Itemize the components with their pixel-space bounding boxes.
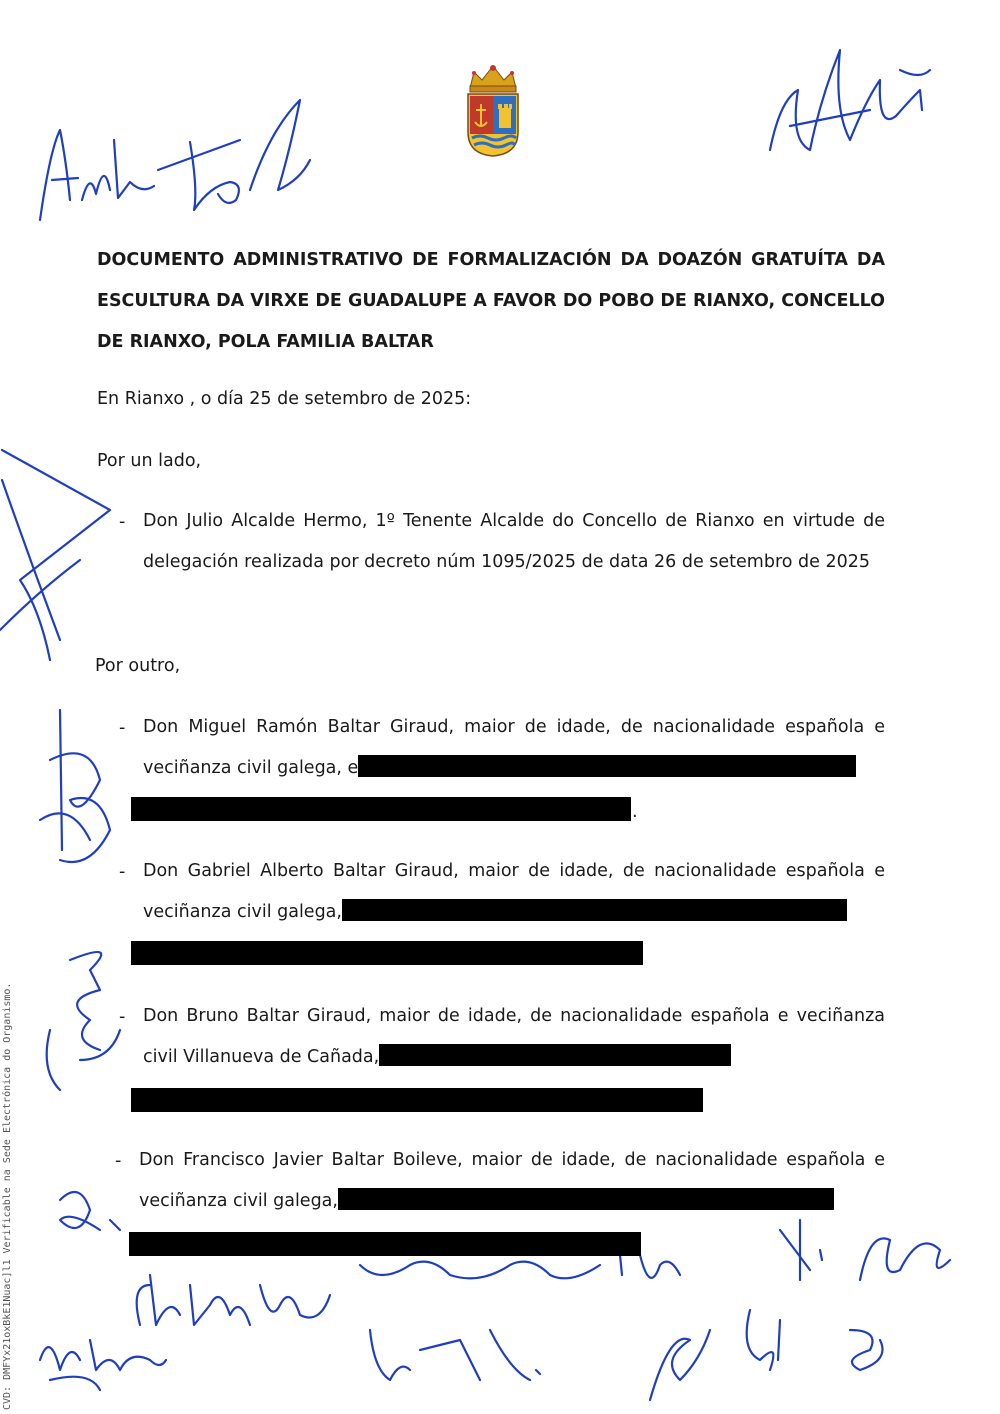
list-item-donor: [143, 851, 885, 933]
municipal-coat-of-arms-icon: [462, 62, 524, 158]
redaction-block: [131, 941, 643, 965]
redaction-block: [379, 1044, 731, 1066]
donor-text: Don Francisco Javier Baltar Boileve, maior de idade, de nacionalidade española e veciñanza civil galega,: [139, 1150, 885, 1211]
list-item-donor: [143, 707, 885, 789]
signature-bottom-6: [630, 1300, 900, 1410]
redaction-block: [131, 797, 631, 821]
document-title: DOCUMENTO ADMINISTRATIVO DE FORMALIZACIÓN DA DOAZÓN GRATUÍTA DA ESCULTURA DA VIRXE DE GUADALUPE A FAVOR DO POBO DE RIANXO, CONCELLO DE RIANXO, POLA FAMILIA BALTAR: [97, 250, 885, 352]
list-item-representative: Don Julio Alcalde Hermo, 1º Tenente Alcalde do Concello de Rianxo en virtude de delegación realizada por decreto núm 1095/2025 de data 26 de setembro de 2025: [143, 511, 885, 572]
signature-top-left: [30, 90, 320, 230]
signature-top-right: [750, 40, 940, 170]
list-bullet: -: [119, 718, 126, 738]
redaction-trail: .: [632, 802, 638, 822]
side-two-label: Por outro,: [95, 656, 181, 676]
redaction-block: [338, 1188, 834, 1210]
redaction-block: [342, 899, 847, 921]
signature-bottom-4: [30, 1300, 170, 1400]
signature-bottom-5: [360, 1310, 550, 1390]
verification-code-text: CVD: DMFYx21oxBkE1Nuac]l1 Verificable na Sede Electrónica do Organismo.: [2, 982, 13, 1410]
list-bullet: -: [119, 512, 126, 532]
list-bullet: -: [115, 1151, 122, 1171]
place-and-date: En Rianxo , o día 25 de setembro de 2025:: [97, 389, 472, 409]
donor-text: Don Gabriel Alberto Baltar Giraud, maior de idade, de nacionalidade española e veciñanza civil galega,: [143, 861, 885, 922]
redaction-block: [129, 1232, 641, 1256]
donor-text: Don Bruno Baltar Giraud, maior de idade, de nacionalidade española e veciñanza civil Villanueva de Cañada,: [143, 1006, 885, 1067]
list-bullet: -: [119, 1007, 126, 1027]
list-item-donor: [143, 996, 885, 1078]
side-one-label: Por un lado,: [97, 451, 202, 471]
signature-margin-left-4: [40, 1170, 130, 1250]
signature-margin-left-2: [30, 700, 120, 880]
signature-margin-left: [0, 440, 120, 670]
redaction-block: [358, 755, 856, 777]
signature-bottom-3: [760, 1210, 960, 1310]
donor-text: Don Miguel Ramón Baltar Giraud, maior de idade, de nacionalidade española e veciñanza civil galega, e: [143, 717, 885, 778]
signature-margin-left-3: [30, 930, 130, 1100]
list-item-donor: [139, 1140, 885, 1222]
list-bullet: -: [119, 862, 126, 882]
redaction-block: [131, 1088, 703, 1112]
